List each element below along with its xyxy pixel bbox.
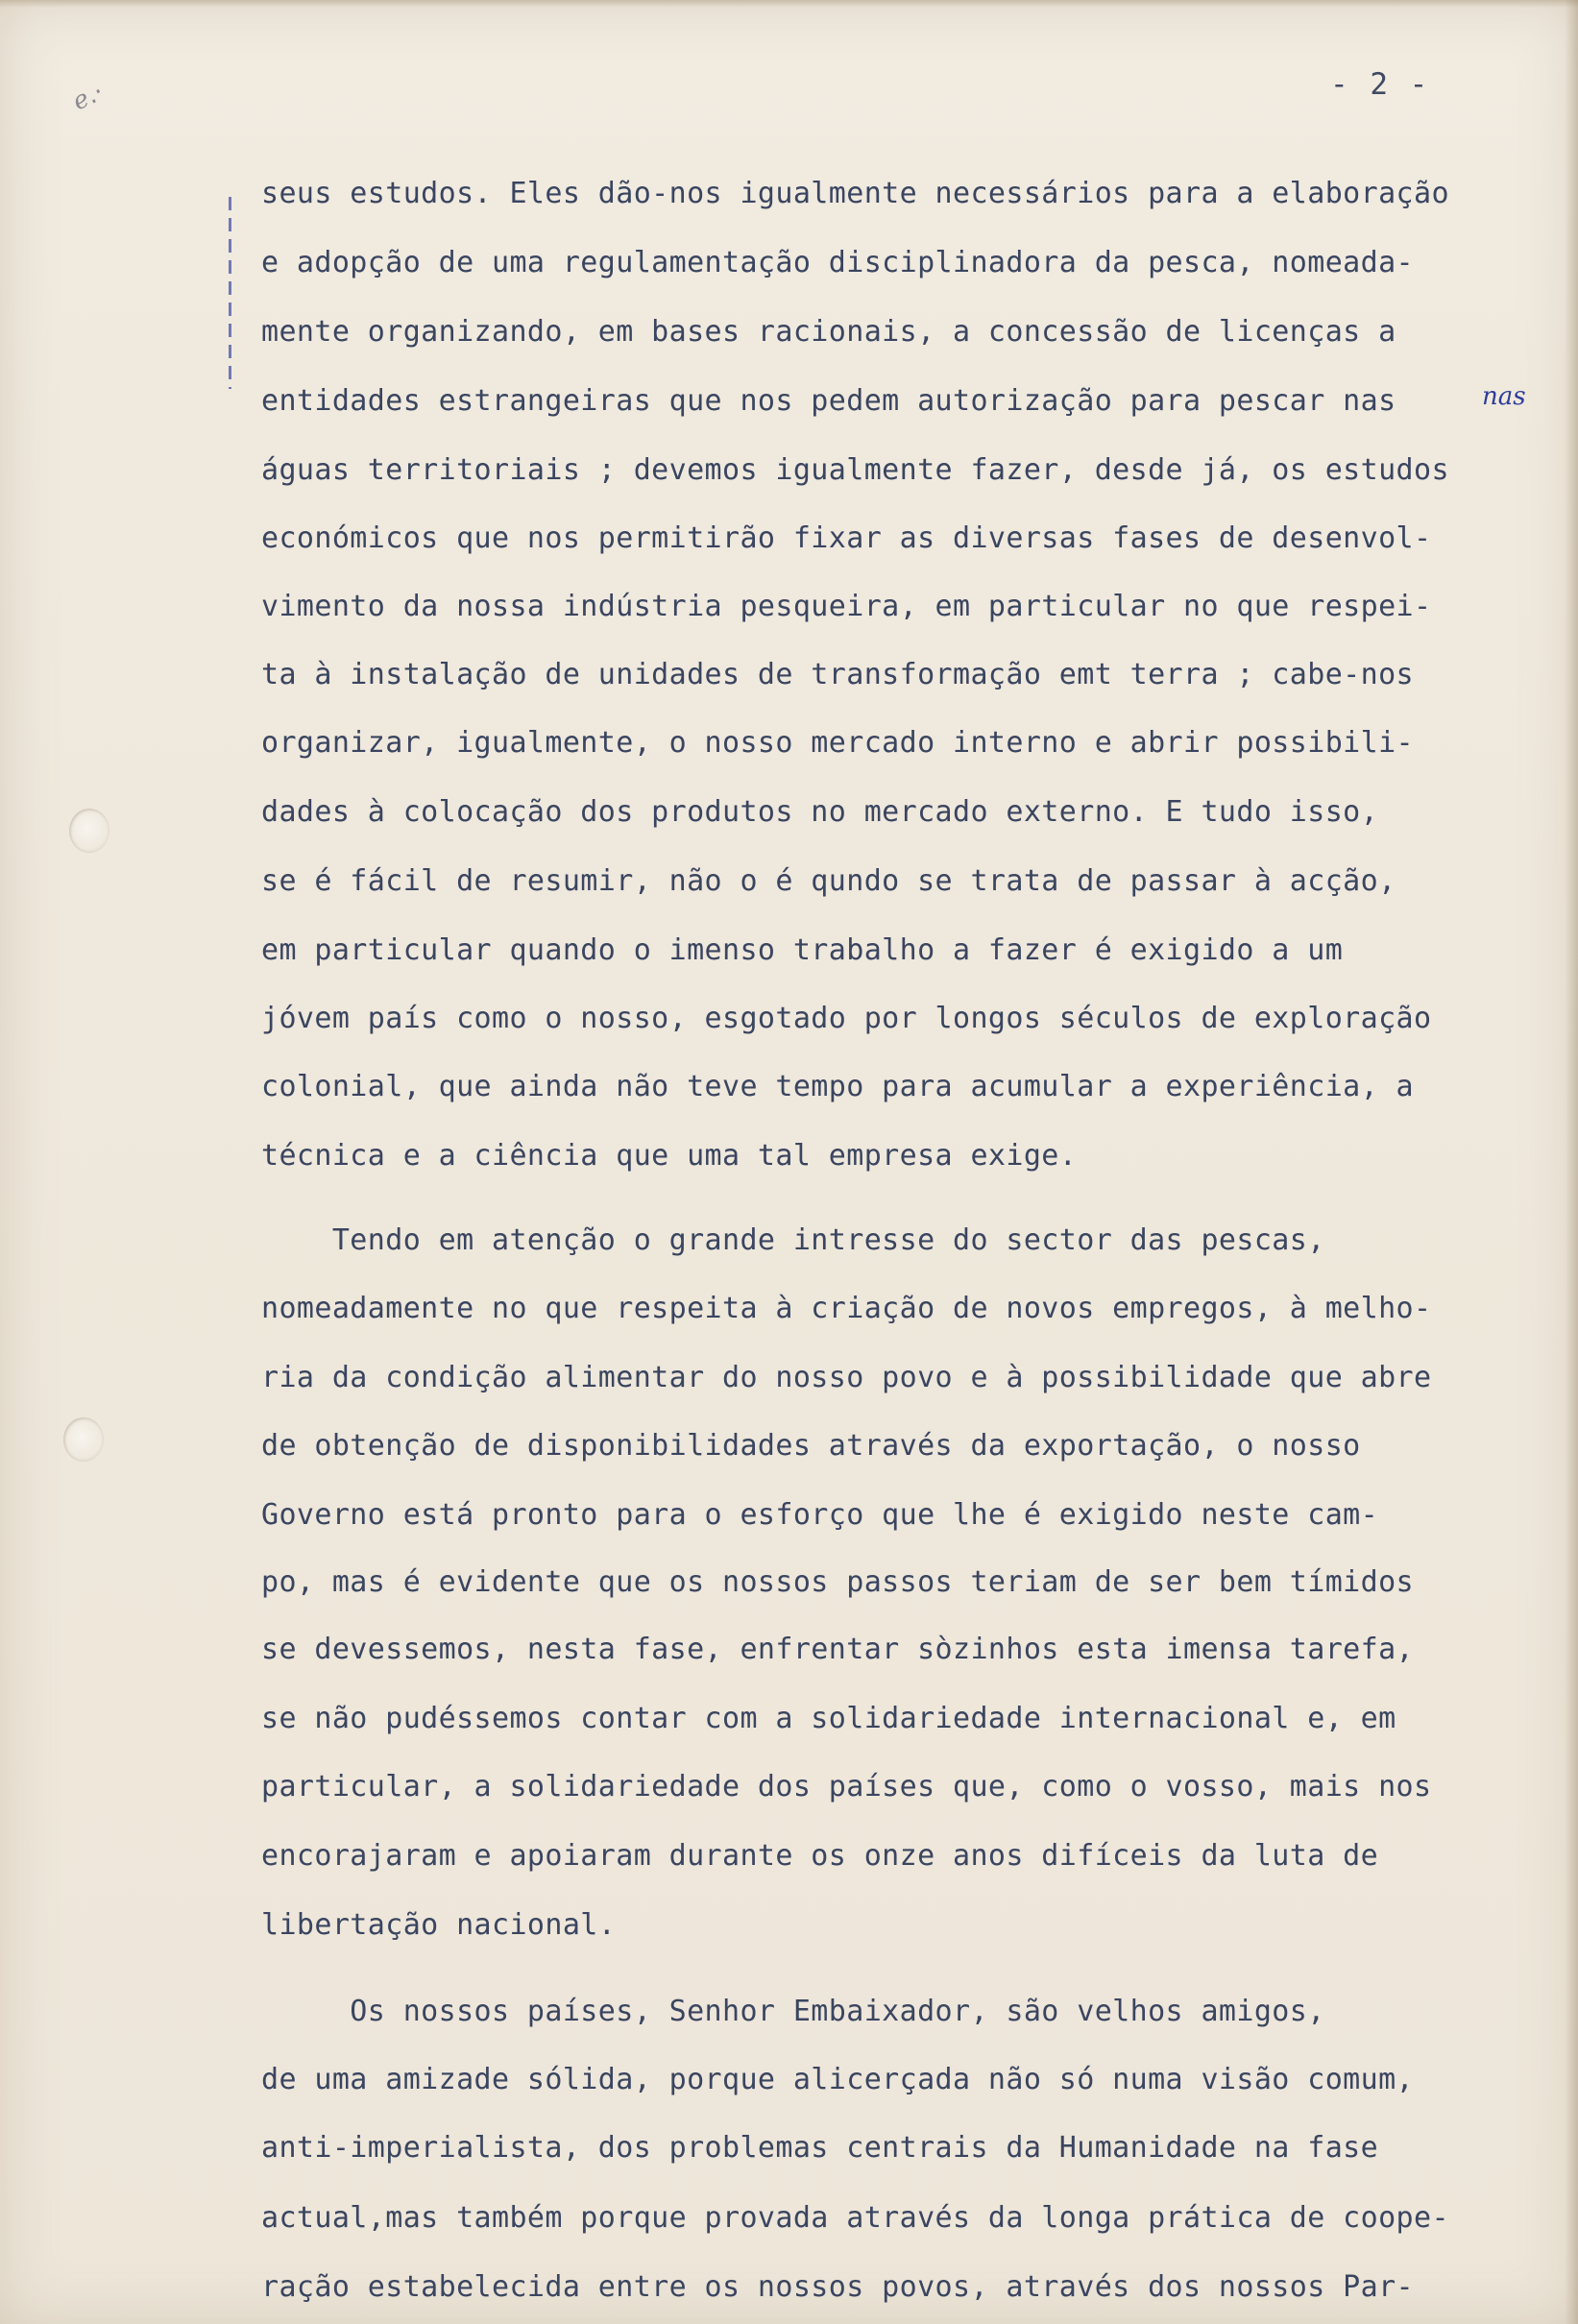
text-line: de obtenção de disponibilidades através da exportação, o nosso [261,1429,1361,1463]
handwritten-annotation: nas [1482,382,1526,411]
text-line: Tendo em atenção o grande intresse do sector das pescas, [261,1223,1325,1257]
paper-top-edge [0,0,1578,8]
text-line: dades à colocação dos produtos no mercado externo. E tudo isso, [261,795,1379,829]
text-line: ração estabelecida entre os nossos povos, através dos nossos Par- [261,2270,1414,2304]
text-line: jóvem país como o nosso, esgotado por longos séculos de exploração [261,1002,1432,1035]
text-line: águas territoriais ; devemos igualmente fazer, desde já, os estudos [261,453,1449,487]
text-line: encorajaram e apoiaram durante os onze anos difíceis da luta de [261,1839,1379,1873]
text-line: técnica e a ciência que uma tal empresa exige. [261,1139,1078,1173]
text-line: po, mas é evidente que os nossos passos teriam de ser bem tímidos [261,1565,1414,1599]
text-line: vimento da nossa indústria pesqueira, em particular no que respei- [261,590,1432,623]
paper-right-edge [1565,0,1578,2324]
text-line: ria da condição alimentar do nosso povo e à possibilidade que abre [261,1361,1432,1394]
text-line: de uma amizade sólida, porque alicerçada não só numa visão comum, [261,2063,1414,2096]
text-line: libertação nacional. [261,1908,617,1942]
margin-pen-line [229,197,231,389]
text-line: se não pudéssemos contar com a solidariedade internacional e, em [261,1702,1396,1735]
text-line: Governo está pronto para o esforço que lhe é exigido neste cam- [261,1498,1379,1532]
text-line: actual,mas também porque provada através da longa prática de coope- [261,2201,1449,2235]
text-line: mente organizando, em bases racionais, a concessão de licenças a [261,315,1396,349]
text-line: e adopção de uma regulamentação disciplinadora da pesca, nomeada- [261,246,1414,279]
text-line: entidades estrangeiras que nos pedem autorização para pescar nas [261,384,1396,418]
punch-hole-top [69,809,109,853]
text-line: se é fácil de resumir, não o é qundo se trata de passar à acção, [261,864,1396,898]
text-line: Os nossos países, Senhor Embaixador, são velhos amigos, [261,1995,1325,2028]
text-line: ta à instalação de unidades de transformação emt terra ; cabe-nos [261,658,1414,691]
text-line: económicos que nos permitirão fixar as diversas fases de desenvol- [261,521,1432,555]
punch-hole-bottom [63,1417,104,1462]
text-line: nomeadamente no que respeita à criação de novos empregos, à melho- [261,1292,1432,1325]
text-line: anti-imperialista, dos problemas centrais da Humanidade na fase [261,2131,1379,2165]
ink-smudge-mark: ℯ.· [68,77,109,117]
text-line: particular, a solidariedade dos países que, como o vosso, mais nos [261,1770,1432,1804]
text-line: colonial, que ainda não teve tempo para acumular a experiência, a [261,1070,1414,1103]
text-line: se devessemos, nesta fase, enfrentar sòzinhos esta imensa tarefa, [261,1633,1414,1666]
page-number: - 2 - [1330,67,1430,102]
text-line: seus estudos. Eles dão-nos igualmente necessários para a elaboração [261,177,1449,210]
text-line: em particular quando o imenso trabalho a fazer é exigido a um [261,933,1344,967]
text-line: organizar, igualmente, o nosso mercado interno e abrir possibili- [261,726,1414,760]
